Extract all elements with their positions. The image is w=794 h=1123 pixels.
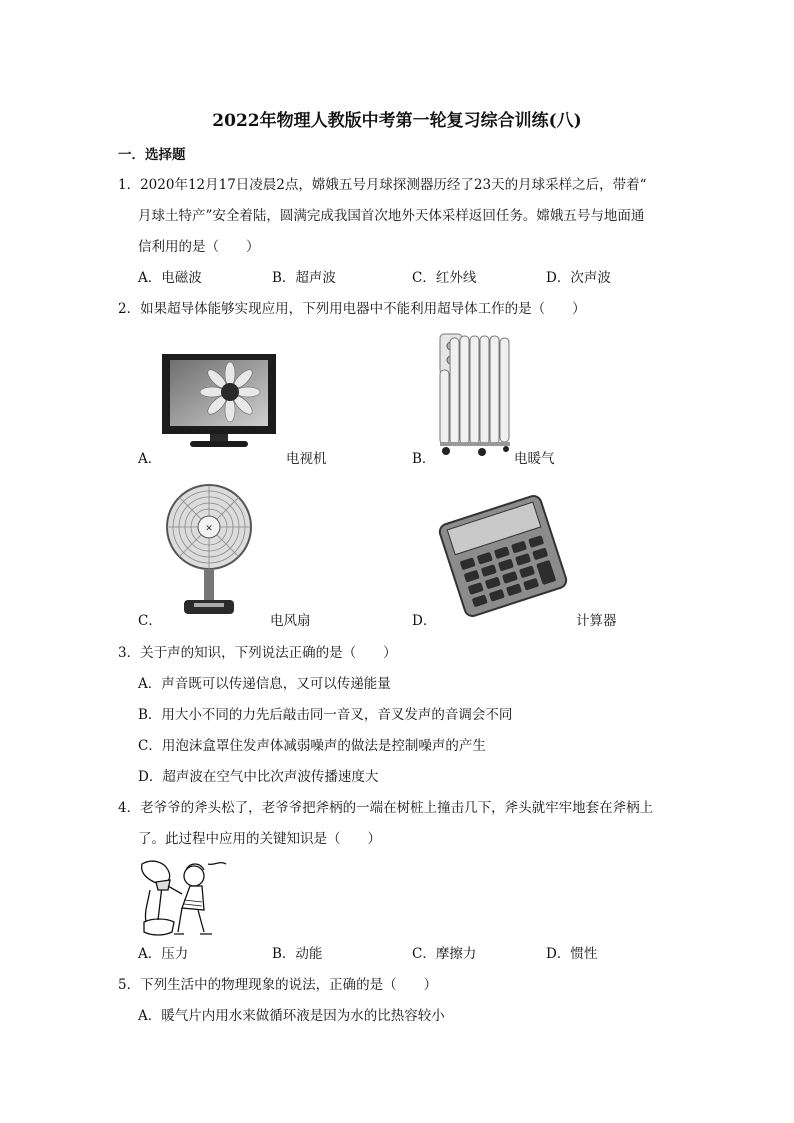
q4-line-2: 了。此过程中应用的关键知识是（ ）: [138, 831, 381, 847]
q2-stem: 2．如果超导体能够实现应用，下列用电器中不能利用超导体工作的是（ ）: [118, 301, 586, 317]
q2-option-c[interactable]: C．: [138, 613, 162, 629]
q1-option-d[interactable]: D．次声波: [546, 270, 611, 286]
q1-option-c[interactable]: C．红外线: [412, 270, 477, 286]
calculator-image: [436, 490, 570, 622]
q3-stem: 3．关于声的知识，下列说法正确的是（ ）: [118, 645, 397, 661]
q4-option-a[interactable]: A．压力: [138, 946, 189, 962]
q3-option-a[interactable]: A．声音既可以传递信息，又可以传递能量: [138, 676, 391, 692]
fan-image: [164, 482, 254, 622]
q3-option-d[interactable]: D．超声波在空气中比次声波传播速度大: [138, 769, 379, 785]
q1-line-1: 1．2020年12月17日凌晨2点，嫦娥五号月球探测器历经了23天的月球采样之后，带着“: [118, 177, 647, 193]
q2-option-d[interactable]: D．: [412, 613, 437, 629]
q5-option-a[interactable]: A．暖气片内用水来做循环液是因为水的比热容较小: [138, 1008, 445, 1024]
q1-line-3: 信利用的是（ ）: [138, 239, 260, 255]
q1-option-a[interactable]: A．电磁波: [138, 270, 202, 286]
heater-image: [436, 330, 512, 458]
old-man-axe-image: [138, 856, 230, 938]
q4-option-b[interactable]: B．动能: [272, 946, 323, 962]
q2-option-a[interactable]: A．: [138, 451, 162, 467]
q3-option-c[interactable]: C．用泡沫盒罩住发声体减弱噪声的做法是控制噪声的产生: [138, 738, 486, 754]
q2-option-d-caption: 计算器: [576, 613, 617, 629]
q2-option-b-caption: 电暖气: [514, 451, 555, 467]
q2-option-c-caption: 电风扇: [270, 613, 311, 629]
section-heading: 一．选择题: [118, 147, 186, 163]
television-image: [160, 352, 278, 450]
svg-text:✕: ✕: [205, 524, 213, 534]
q2-option-b[interactable]: B．: [412, 451, 436, 467]
q5-stem: 5．下列生活中的物理现象的说法，正确的是（ ）: [118, 977, 438, 993]
q1-option-b[interactable]: B．超声波: [272, 270, 336, 286]
page-title: 2022年物理人教版中考第一轮复习综合训练(八): [212, 111, 582, 131]
q4-option-c[interactable]: C．摩擦力: [412, 946, 477, 962]
q1-line-2: 月球土特产”安全着陆，圆满完成我国首次地外天体采样返回任务。嫦娥五号与地面通: [138, 208, 645, 224]
q3-option-b[interactable]: B．用大小不同的力先后敲击同一音叉，音叉发声的音调会不同: [138, 707, 513, 723]
q2-option-a-caption: 电视机: [286, 451, 327, 467]
q4-line-1: 4．老爷爷的斧头松了，老爷爷把斧柄的一端在树桩上撞击几下，斧头就牢牢地套在斧柄上: [118, 800, 654, 816]
q4-option-d[interactable]: D．惯性: [546, 946, 598, 962]
